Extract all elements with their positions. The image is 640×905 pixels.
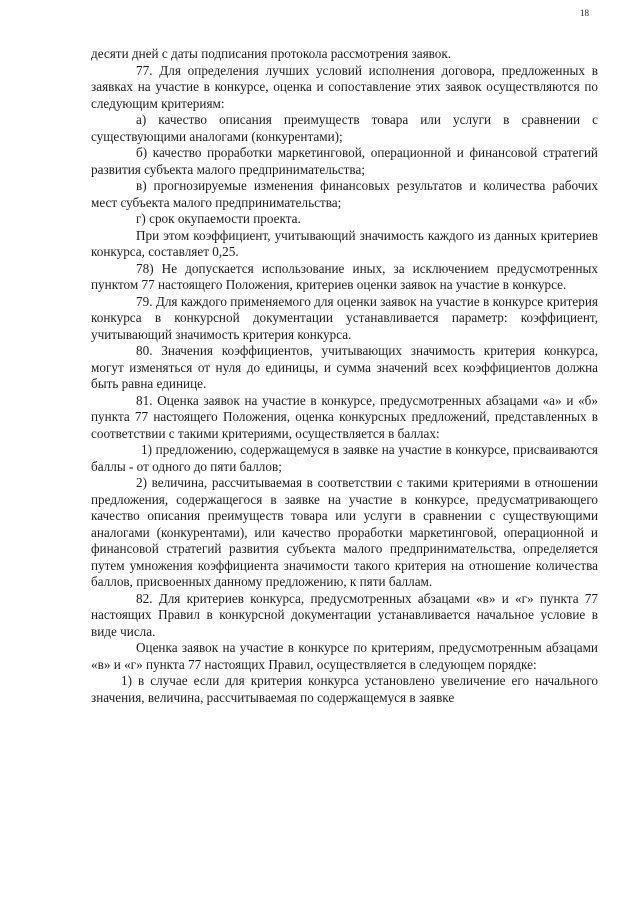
paragraph-81-item-2: 2) величина, рассчитываемая в соответствии с такими критериями в отношении предложения, содержащегося в заявке на участие в конкурсе, предусматривающего качество описания преимуществ товара или услуги в сравнении с существующими аналогами (конкурентами), или качество проработки маркетинговой, операционной и финансовой стратегий развития субъекта малого предпринимательства, определяется путем умножения коэффициента значимости такого критерия на отношение количества баллов, присвоенных данному предложению, к пяти баллам.: [91, 475, 598, 589]
paragraph-80: 80. Значения коэффициентов, учитывающих значимость критерия конкурса, могут изменяться от нуля до единицы, и сумма значений всех коэффициентов должна быть равна единице.: [91, 343, 598, 391]
paragraph-78: 78) Не допускается использование иных, за исключением предусмотренных пунктом 77 настоящего Положения, критериев оценки заявок на участие в конкурсе.: [91, 260, 598, 292]
coefficient-note: При этом коэффициент, учитывающий значимость каждого из данных критериев конкурса, составляет 0,25.: [91, 227, 598, 259]
paragraph-82: 82. Для критериев конкурса, предусмотренных абзацами «в» и «г» пункта 77 настоящих Правил в конкурсной документации устанавливается начальное условие в виде числа.: [91, 590, 598, 639]
paragraph-continuation: десяти дней с даты подписания протокола рассмотрения заявок.: [91, 46, 452, 61]
paragraph-77: 77. Для определения лучших условий исполнения договора, предложенных в заявках на участие в конкурсе, оценка и сопоставление этих заявок осуществляются по следующим критериям:: [91, 62, 598, 111]
criterion-b: б) качество проработки маркетинговой, операционной и финансовой стратегий развития субъекта малого предпринимательства;: [91, 145, 598, 177]
document-body: [91, 46, 598, 706]
criterion-a: а) качество описания преимуществ товара или услуги в сравнении с существующими аналогами (конкурентами);: [91, 112, 598, 144]
paragraph-81: 81. Оценка заявок на участие в конкурсе, предусмотренных абзацами «а» и «б» пункта 77 настоящего Положения, оценка конкурсных предложений, представленных в соответствии с такими критериями, осуществляется в баллах:: [91, 392, 598, 441]
paragraph-79: 79. Для каждого применяемого для оценки заявок на участие в конкурсе критерия конкурса в конкурсной документации устанавливается параметр: коэффициент, учитывающий значимость критерия конкурса.: [91, 293, 598, 342]
criterion-g: г) срок окупаемости проекта.: [136, 211, 301, 226]
criterion-v: в) прогнозируемые изменения финансовых результатов и количества рабочих мест субъекта малого предпринимательства;: [91, 178, 598, 210]
page-number: 18: [580, 8, 589, 18]
paragraph-82-order: Оценка заявок на участие в конкурсе по критериям, предусмотренным абзацами «в» и «г» пункта 77 настоящих Правил, осуществляется в следующем порядке:: [91, 640, 598, 672]
paragraph-82-item-1: 1) в случае если для критерия конкурса установлено увеличение его начального значения, величина, рассчитываемая по содержащемуся в заявке: [91, 673, 598, 705]
paragraph-81-item-1: 1) предложению, содержащемуся в заявке на участие в конкурсе, присваиваются баллы - от одного до пяти баллов;: [91, 442, 598, 474]
